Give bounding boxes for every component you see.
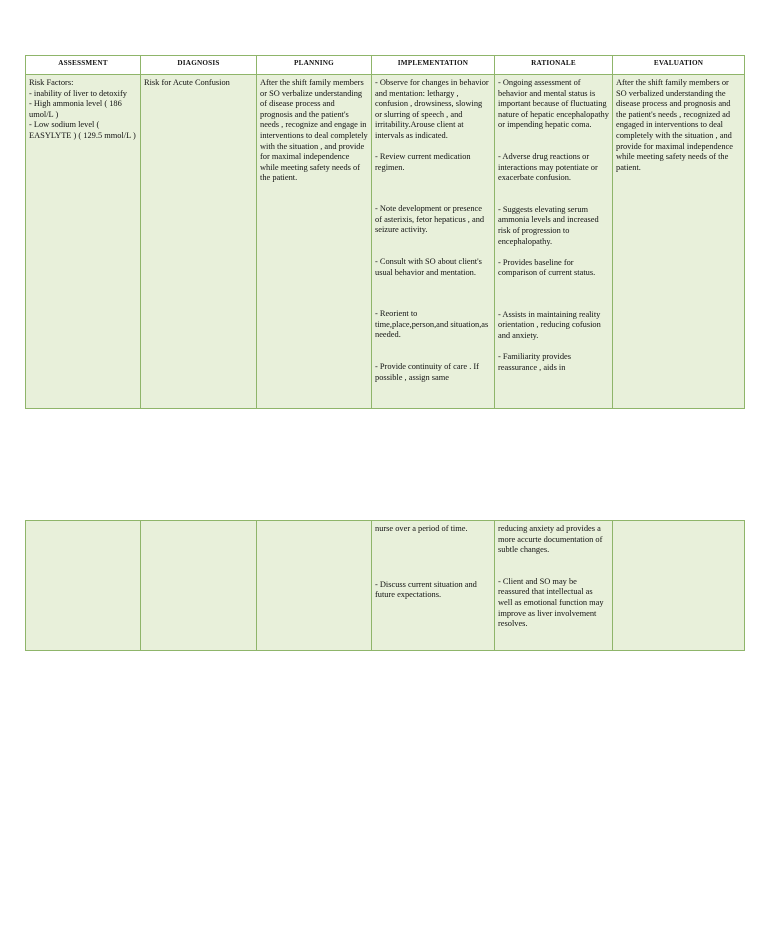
header-implementation: IMPLEMENTATION: [372, 56, 495, 75]
care-plan-table: [25, 55, 745, 409]
implementation-item: - Consult with SO about client's usual behavior and mentation.: [375, 257, 482, 277]
rationale-cell: [495, 75, 613, 409]
header-assessment: ASSESSMENT: [26, 56, 141, 75]
header-row: [26, 56, 745, 75]
header-planning: PLANNING: [257, 56, 372, 75]
header-rationale: RATIONALE: [495, 56, 613, 75]
rationale-item: - Assists in maintaining reality orientation , reducing cofusion and anxiety.: [498, 309, 601, 340]
rationale-item: - Provides baseline for comparison of current status.: [498, 257, 596, 278]
diagnosis-cell: [141, 75, 257, 409]
diagnosis-cell: [141, 521, 257, 651]
rationale-cell: [495, 521, 613, 651]
planning-cell: [257, 75, 372, 409]
care-plan-table-continued: [25, 520, 745, 651]
rationale-item: - Adverse drug reactions or interactions may potentiate or exacerbate confusion.: [498, 151, 598, 183]
diagnosis-text: Risk for Acute Confusion: [144, 78, 230, 87]
implementation-item: nurse over a period of time.: [375, 524, 468, 533]
evaluation-cell: [613, 521, 745, 651]
evaluation-cell: [613, 75, 745, 409]
assessment-cell: [26, 75, 141, 409]
implementation-item: - Note development or presence of asterixis, fetor hepaticus , and seizure activity.: [375, 204, 485, 235]
rationale-item: - Suggests elevating serum ammonia levels and increased risk of progression to encephalopathy.: [498, 204, 599, 246]
rationale-item: - Client and SO may be reassured that intellectual as well as emotional function may improve as liver involvement resolves.: [498, 576, 604, 629]
assessment-item: - High ammonia level ( 186 umol/L ): [29, 99, 122, 119]
implementation-item: - Review current medication regimen.: [375, 152, 471, 172]
planning-cell: [257, 521, 372, 651]
rationale-item: reducing anxiety ad provides a more accurte documentation of subtle changes.: [498, 524, 603, 555]
table-row: [26, 521, 745, 651]
implementation-cell: [372, 75, 495, 409]
implementation-item: - Reorient to time,place,person,and situation,as needed.: [375, 309, 489, 340]
planning-text: After the shift family members or SO verbalize understanding of disease process and prognosis and the patient's needs , recognize and engage in interventions to deal completely with the situation , and provide for maximal independence while meeting safety needs of the patient.: [260, 78, 368, 183]
assessment-title: Risk Factors:: [29, 78, 74, 87]
evaluation-text: After the shift family members or SO verbalized understanding the disease process and prognosis and the patient's needs , recognized ad engaged in interventions to deal completely with the situation , and provide for maximal independence while meeting safety needs of the patient.: [616, 78, 733, 172]
assessment-cell: [26, 521, 141, 651]
assessment-item: - inability of liver to detoxify: [29, 88, 127, 98]
implementation-item: - Observe for changes in behavior and mentation: lethargy , confusion , drowsiness, slowing or slurring of speech , and irritability.Arouse client at intervals as indicated.: [375, 78, 489, 140]
table-row: [26, 75, 745, 409]
implementation-item: - Discuss current situation and future expectations.: [375, 579, 477, 600]
implementation-cell: [372, 521, 495, 651]
header-evaluation: EVALUATION: [613, 56, 745, 75]
assessment-item: - Low sodium level ( EASYLYTE ) ( 129.5 mmol/L ): [29, 120, 136, 140]
implementation-item: - Provide continuity of care . If possible , assign same: [375, 362, 479, 382]
rationale-item: - Ongoing assessment of behavior and mental status is important because of fluctuating nature of hepatic encephalopathy or impending hepatic coma.: [498, 78, 609, 130]
rationale-item: - Familiarity provides reassurance , aids in: [498, 352, 572, 372]
header-diagnosis: DIAGNOSIS: [141, 56, 257, 75]
